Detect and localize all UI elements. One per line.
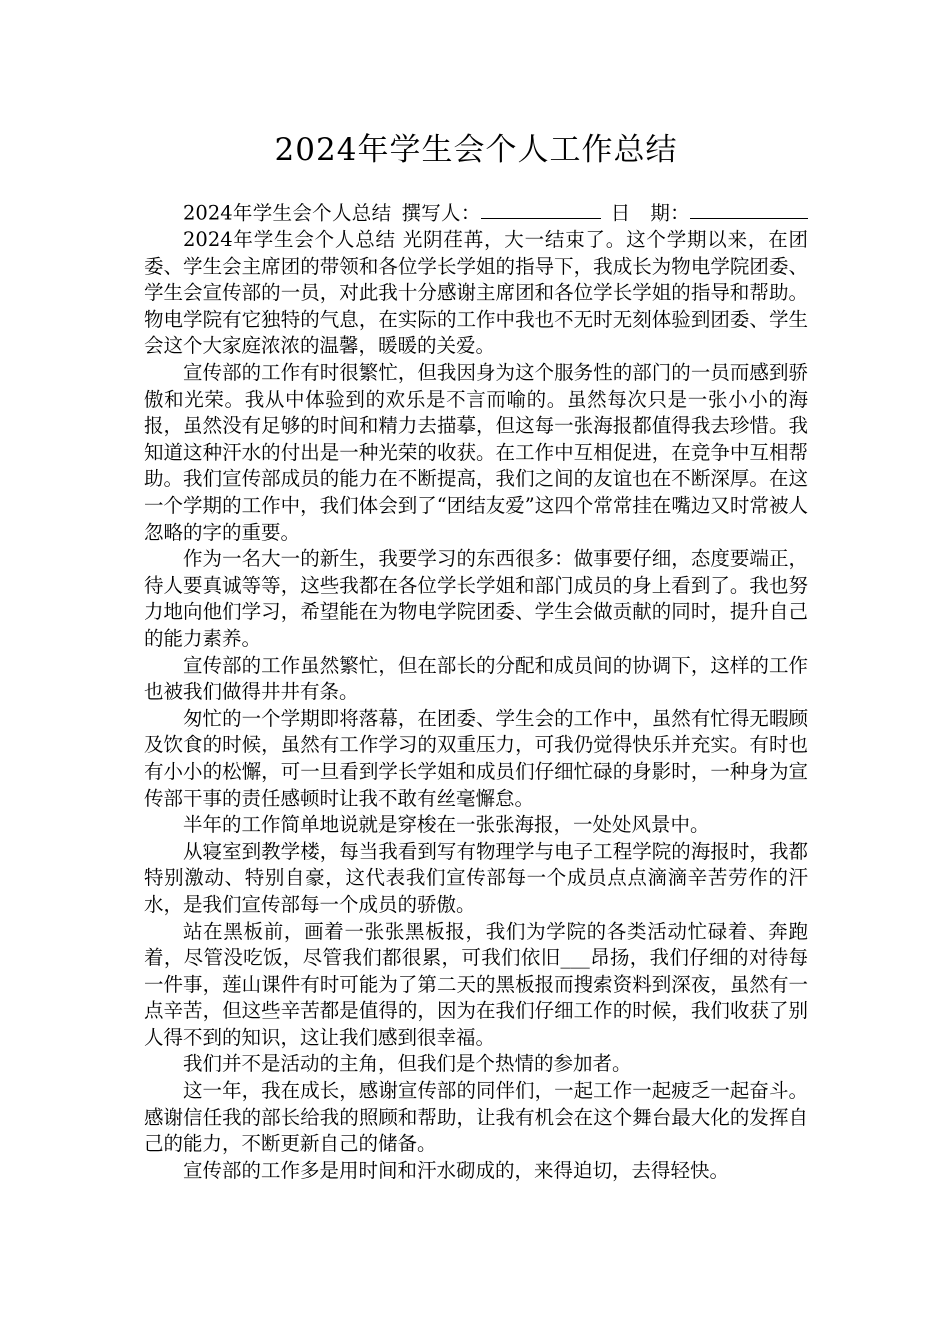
document-page [144, 0, 808, 1344]
body-paragraph: 半年的工作简单地说就是穿梭在一张张海报，一处处风景中。 [183, 813, 710, 837]
body-paragraph: 站在黑板前，画着一张张黑板报，我们为学院的各类活动忙碌着、奔跑着，尽管没吃饭，尽管我们都很累，可我们依旧___昂扬，我们仔细的对待每一件事，莲山课件有时可能为了第二天的黑板报而搜索资料到深夜，虽然有一点辛苦，但这些辛苦都是值得的，因为在我们仔细工作的时候，我们收获了别人得不到的知识，这让我们感到很幸福。 [144, 919, 808, 1049]
header-paragraph [144, 198, 808, 360]
header-subject: 2024年学生会个人总结 [183, 201, 392, 225]
body-paragraph: 这一年，我在成长，感谢宣传部的同伴们，一起工作一起疲乏一起奋斗。感谢信任我的部长给我的照顾和帮助，让我有机会在这个舞台最大化的发挥自己的能力，不断更新自己的储备。 [144, 1079, 808, 1156]
body-paragraph: 我们并不是活动的主角，但我们是个热情的参加者。 [183, 1052, 632, 1076]
date-label: 日 期： [610, 201, 690, 225]
document-title: 2024年学生会个人工作总结 [274, 132, 678, 168]
date-blank [690, 198, 808, 219]
body-paragraph: 作为一名大一的新生，我要学习的东西很多：做事要仔细，态度要端正，待人要真诚等等，这些我都在各位学长学姐和部门成员的身上看到了。我也努力地向他们学习，希望能在为物电学院团委、学生会做贡献的同时，提升自己的能力素养。 [144, 547, 808, 650]
body-paragraph: 宣传部的工作有时很繁忙，但我因身为这个服务性的部门的一员而感到骄傲和光荣。我从中体验到的欢乐是不言而喻的。虽然每次只是一张小小的海报，虽然没有足够的时间和精力去描摹，但这每一张海报都值得我去珍惜。我知道这种汗水的付出是一种光荣的收获。在工作中互相促进，在竞争中互相帮助。我们宣传部成员的能力在不断提高，我们之间的友谊也在不断深厚。在这一个学期的工作中，我们体会到了“团结友爱”这四个常常挂在嘴边又时常被人忽略的字的重要。 [144, 361, 808, 544]
author-label: 撰写人： [401, 201, 481, 225]
body-paragraph: 宣传部的工作多是用时间和汗水砌成的，来得迫切，去得轻快。 [183, 1158, 730, 1182]
body-paragraph: 从寝室到教学楼，每当我看到写有物理学与电子工程学院的海报时，我都特别激动、特别自豪，这代表我们宣传部每一个成员点点滴滴辛苦劳作的汗水，是我们宣传部每一个成员的骄傲。 [144, 839, 808, 916]
document-body [144, 198, 808, 1184]
body-paragraph: 宣传部的工作虽然繁忙，但在部长的分配和成员间的协调下，这样的工作也被我们做得井井有条。 [144, 653, 808, 704]
intro-text: 2024年学生会个人总结 光阴荏苒，大一结束了。这个学期以来，在团委、学生会主席团的带领和各位学长学姐的指导下，我成长为物电学院团委、学生会宣传部的一员，对此我十分感谢主席团和各位学长学姐的指导和帮助。物电学院有它独特的气息，在实际的工作中我也不无时无刻体验到团委、学生会这个大家庭浓浓的温馨，暖暖的关爱。 [144, 228, 808, 358]
body-paragraph: 匆忙的一个学期即将落幕，在团委、学生会的工作中，虽然有忙得无暇顾及饮食的时候，虽然有工作学习的双重压力，可我仍觉得快乐并充实。有时也有小小的松懈，可一旦看到学长学姐和成员们仔细忙碌的身影时，一种身为宣传部干事的责任感顿时让我不敢有丝毫懈怠。 [144, 706, 808, 810]
author-blank [481, 198, 601, 219]
